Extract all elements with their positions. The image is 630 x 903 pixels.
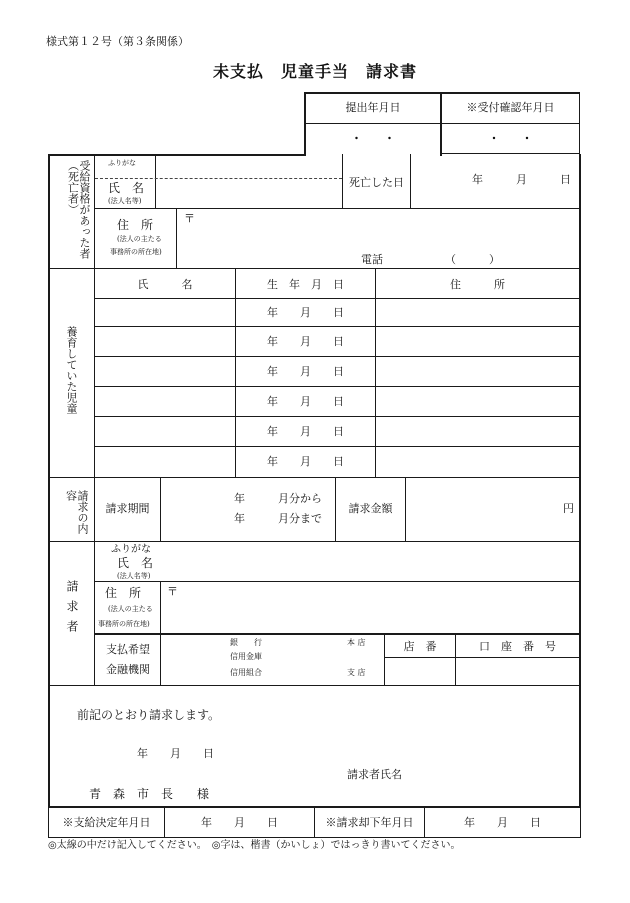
decision-date-value: 年 月 日 <box>201 816 278 829</box>
deceased-phone-label: 電話 <box>361 253 383 266</box>
bank-type-bank: 銀 行 <box>230 638 262 647</box>
rejection-date-label: ※請求却下年月日 <box>325 816 414 829</box>
bank-label-line2: 金融機関 <box>106 663 150 676</box>
branch-number-field[interactable] <box>386 659 454 683</box>
claim-period-from[interactable]: 年 月分から <box>234 492 322 505</box>
deceased-address-label: 住 所 <box>117 218 154 232</box>
deceased-address-note1: (法人の主たる <box>117 235 162 243</box>
deceased-section-label: 受給資格があった者（死亡者） <box>66 160 91 259</box>
claimant-name-field[interactable] <box>162 543 576 579</box>
branch-office-label: 支 店 <box>347 668 366 677</box>
children-col-birth: 生 年 月 日 <box>267 278 344 291</box>
account-number-field[interactable] <box>457 659 577 683</box>
child-birth-date[interactable]: 年 月 日 <box>267 335 344 348</box>
claimant-furigana-label: ふりがな <box>111 544 151 555</box>
claimant-address-note1: (法人の主たる <box>108 605 153 613</box>
claimant-address-label: 住 所 <box>105 586 142 600</box>
receipt-date-label: ※受付確認年月日 <box>466 101 555 114</box>
claim-period-to[interactable]: 年 月分まで <box>234 512 322 525</box>
deceased-phone-field[interactable]: （ ） <box>445 253 500 266</box>
deceased-furigana-field[interactable] <box>156 156 341 177</box>
receipt-date-field: ・ ・ <box>488 132 533 145</box>
rejection-date-value: 年 月 日 <box>464 816 541 829</box>
claimant-address-field[interactable] <box>180 584 576 630</box>
death-date-label: 死亡した日 <box>349 176 404 189</box>
declaration-date[interactable]: 年 月 日 <box>137 747 214 760</box>
child-birth-date[interactable]: 年 月 日 <box>267 395 344 408</box>
signer-name-field[interactable] <box>420 764 570 786</box>
bank-label-line1: 支払希望 <box>106 643 150 656</box>
child-birth-date[interactable]: 年 月 日 <box>267 455 344 468</box>
declaration-text: 前記のとおり請求します。 <box>77 708 221 722</box>
claim-amount-label: 請求金額 <box>348 502 393 515</box>
account-number-label: 口 座 番 号 <box>479 640 556 653</box>
submit-date-field[interactable]: ・ ・ <box>351 132 395 145</box>
bank-type-kumiai: 信用組合 <box>230 668 262 677</box>
claimant-postal-mark: 〒 <box>167 585 178 598</box>
claim-amount-unit: 円 <box>563 502 574 515</box>
children-col-address: 住 所 <box>450 278 505 291</box>
claimant-name-label: 氏 名 <box>117 556 154 570</box>
addressee: 青 森 市 長 様 <box>89 787 210 801</box>
children-section-label: 養育していた児童 <box>65 326 78 414</box>
deceased-name-field[interactable] <box>156 180 341 207</box>
signer-label: 請求者氏名 <box>347 768 402 781</box>
claim-amount-field[interactable] <box>407 480 557 538</box>
decision-date-label: ※支給決定年月日 <box>62 816 151 829</box>
bank-type-shinkin: 信用金庫 <box>230 652 262 661</box>
claim-period-label: 請求期間 <box>105 502 150 515</box>
branch-number-label: 店 番 <box>403 640 437 653</box>
page-title: 未支払 児童手当 請求書 <box>212 62 417 81</box>
claimant-section-label: 請求者 <box>65 580 79 640</box>
child-birth-date[interactable]: 年 月 日 <box>267 425 344 438</box>
submit-date-label: 提出年月日 <box>345 101 401 114</box>
children-col-name: 氏 名 <box>137 278 193 291</box>
claimant-corp-note: (法人名等) <box>117 572 151 580</box>
footer-note: ◎太線の中だけ記入してください。 ◎字は、楷書（かいしょ）ではっきり書いてください。 <box>48 840 461 851</box>
deceased-corp-note: (法人名等) <box>108 197 142 205</box>
deceased-address-note2: 事務所の所在地) <box>110 248 162 256</box>
child-birth-date[interactable]: 年 月 日 <box>267 306 344 319</box>
child-birth-date[interactable]: 年 月 日 <box>267 365 344 378</box>
form-number: 様式第１２号（第３条関係） <box>46 35 189 48</box>
deceased-furigana-label: ふりがな <box>108 159 136 167</box>
claim-section-label: 請求の内容 <box>64 490 89 534</box>
deceased-address-field[interactable] <box>196 210 576 250</box>
head-office-label: 本 店 <box>347 638 366 647</box>
deceased-postal-mark: 〒 <box>184 212 195 225</box>
claimant-address-note2: 事務所の所在地) <box>98 620 150 628</box>
death-date-field[interactable]: 年 月 日 <box>472 173 571 186</box>
deceased-name-label: 氏 名 <box>108 181 145 195</box>
